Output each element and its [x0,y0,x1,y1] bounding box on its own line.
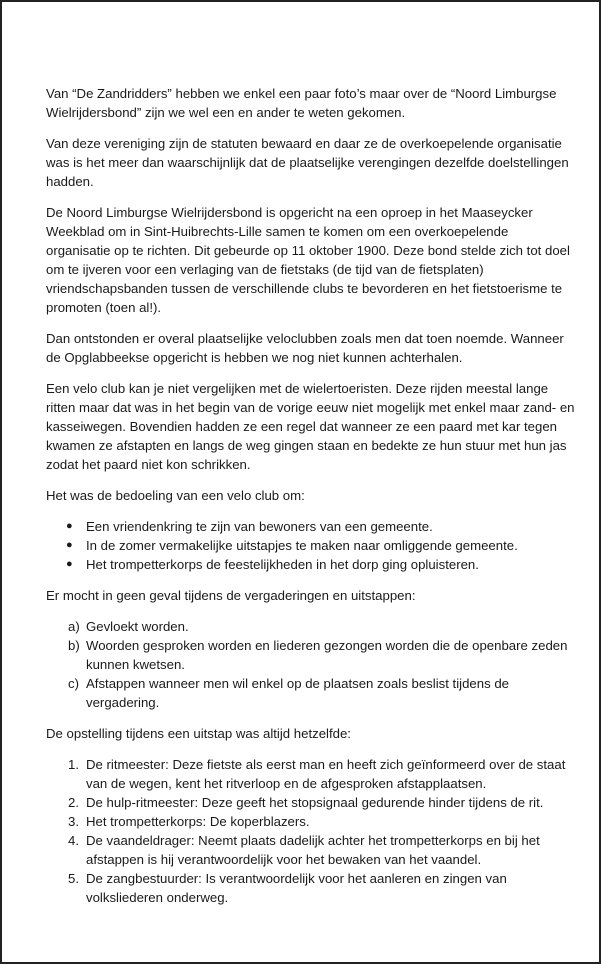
list-item [46,869,576,907]
paragraph: Van “De Zandridders” hebben we enkel een paar foto’s maar over de “Noord Limburgse Wielrijdersbond” zijn we wel een en ander te weten gekomen. [46,86,557,120]
paragraph: Van deze vereniging zijn de statuten bewaard en daar ze de overkoepelende organisatie was is het meer dan waarschijnlijk dat de plaatselijke verengingen dezelfde doelstellingen hadden. [46,136,569,189]
list-item [46,617,576,636]
list-marker: 2. [68,795,79,810]
list-item [46,812,576,831]
list-item-text: Het trompetterkorps de feestelijkheden in het dorp ging opluisteren. [86,557,479,572]
list-item-text: Afstappen wanneer men wil enkel op de plaatsen zoals beslist tijdens de vergadering. [86,676,509,710]
bullet-icon: ● [66,539,73,551]
numbered-list [46,755,576,907]
paragraph: Er mocht in geen geval tijdens de vergaderingen en uitstappen: [46,588,416,603]
list-item-text: Gevloekt worden. [86,619,189,634]
bullet-icon: ● [66,520,73,532]
list-marker: 5. [68,871,79,886]
list-item-text: In de zomer vermakelijke uitstapjes te maken naar omliggende gemeente. [86,538,518,553]
list-marker: 1. [68,757,79,772]
list-item [46,517,576,536]
paragraph: Het was de bedoeling van een velo club om: [46,488,305,503]
list-item-text: Een vriendenkring te zijn van bewoners van een gemeente. [86,519,433,534]
list-marker: b) [68,638,80,653]
document-body [46,84,576,919]
list-item [46,636,576,674]
bullet-list [46,517,576,574]
bullet-icon: ● [66,558,73,570]
list-item-text: De hulp-ritmeester: Deze geeft het stopsignaal gedurende hinder tijdens de rit. [86,795,544,810]
list-marker: 4. [68,833,79,848]
paragraph: Een velo club kan je niet vergelijken met de wielertoeristen. Deze rijden meestal lange ritten maar dat was in het begin van de vorige eeuw niet mogelijk met enkel maar zand- en kasseiwegen. Bovendien hadden ze een regel dat wanneer ze een paard met kar tegen kwamen ze afstapten en langs de weg gingen staan en bedekte ze hun stuur met hun jas zodat het paard niet kon schrikken. [46,381,575,472]
list-item-text: Woorden gesproken worden en liederen gezongen worden die de openbare zeden kunnen kwetsen. [86,638,568,672]
list-marker: c) [68,676,79,691]
list-item [46,831,576,869]
list-item [46,536,576,555]
list-item-text: De zangbestuurder: Is verantwoordelijk voor het aanleren en zingen van volksliederen onderweg. [86,871,507,905]
list-item [46,793,576,812]
list-item-text: De ritmeester: Deze fietste als eerst man en heeft zich geïnformeerd over de staat van de wegen, kent het ritverloop en de afgesproken afstapplaatsen. [86,757,566,791]
paragraph: De opstelling tijdens een uitstap was altijd hetzelfde: [46,726,351,741]
paragraph: Dan ontstonden er overal plaatselijke veloclubben zoals men dat toen noemde. Wanneer de Opglabbeekse opgericht is hebben we nog niet kunnen achterhalen. [46,331,564,365]
list-item [46,755,576,793]
list-item [46,555,576,574]
list-item-text: Het trompetterkorps: De koperblazers. [86,814,310,829]
list-marker: 3. [68,814,79,829]
paragraph: De Noord Limburgse Wielrijdersbond is opgericht na een oproep in het Maaseycker Weekblad om in Sint-Huibrechts-Lille samen te komen om een overkoepelende organisatie op te richten. Dit gebeurde op 11 oktober 1900. Deze bond stelde zich tot doel om te ijveren voor een verlaging van de fietstaks (de tijd van de fietsplaten) vriendschapsbanden tussen de verschillende clubs te bevorderen en het fietstoerisme te promoten (toen al!). [46,205,570,315]
list-item [46,674,576,712]
list-marker: a) [68,619,80,634]
alpha-list [46,617,576,712]
list-item-text: De vaandeldrager: Neemt plaats dadelijk achter het trompetterkorps en bij het afstappen is hij verantwoordelijk voor het bewaken van het vaandel. [86,833,540,867]
